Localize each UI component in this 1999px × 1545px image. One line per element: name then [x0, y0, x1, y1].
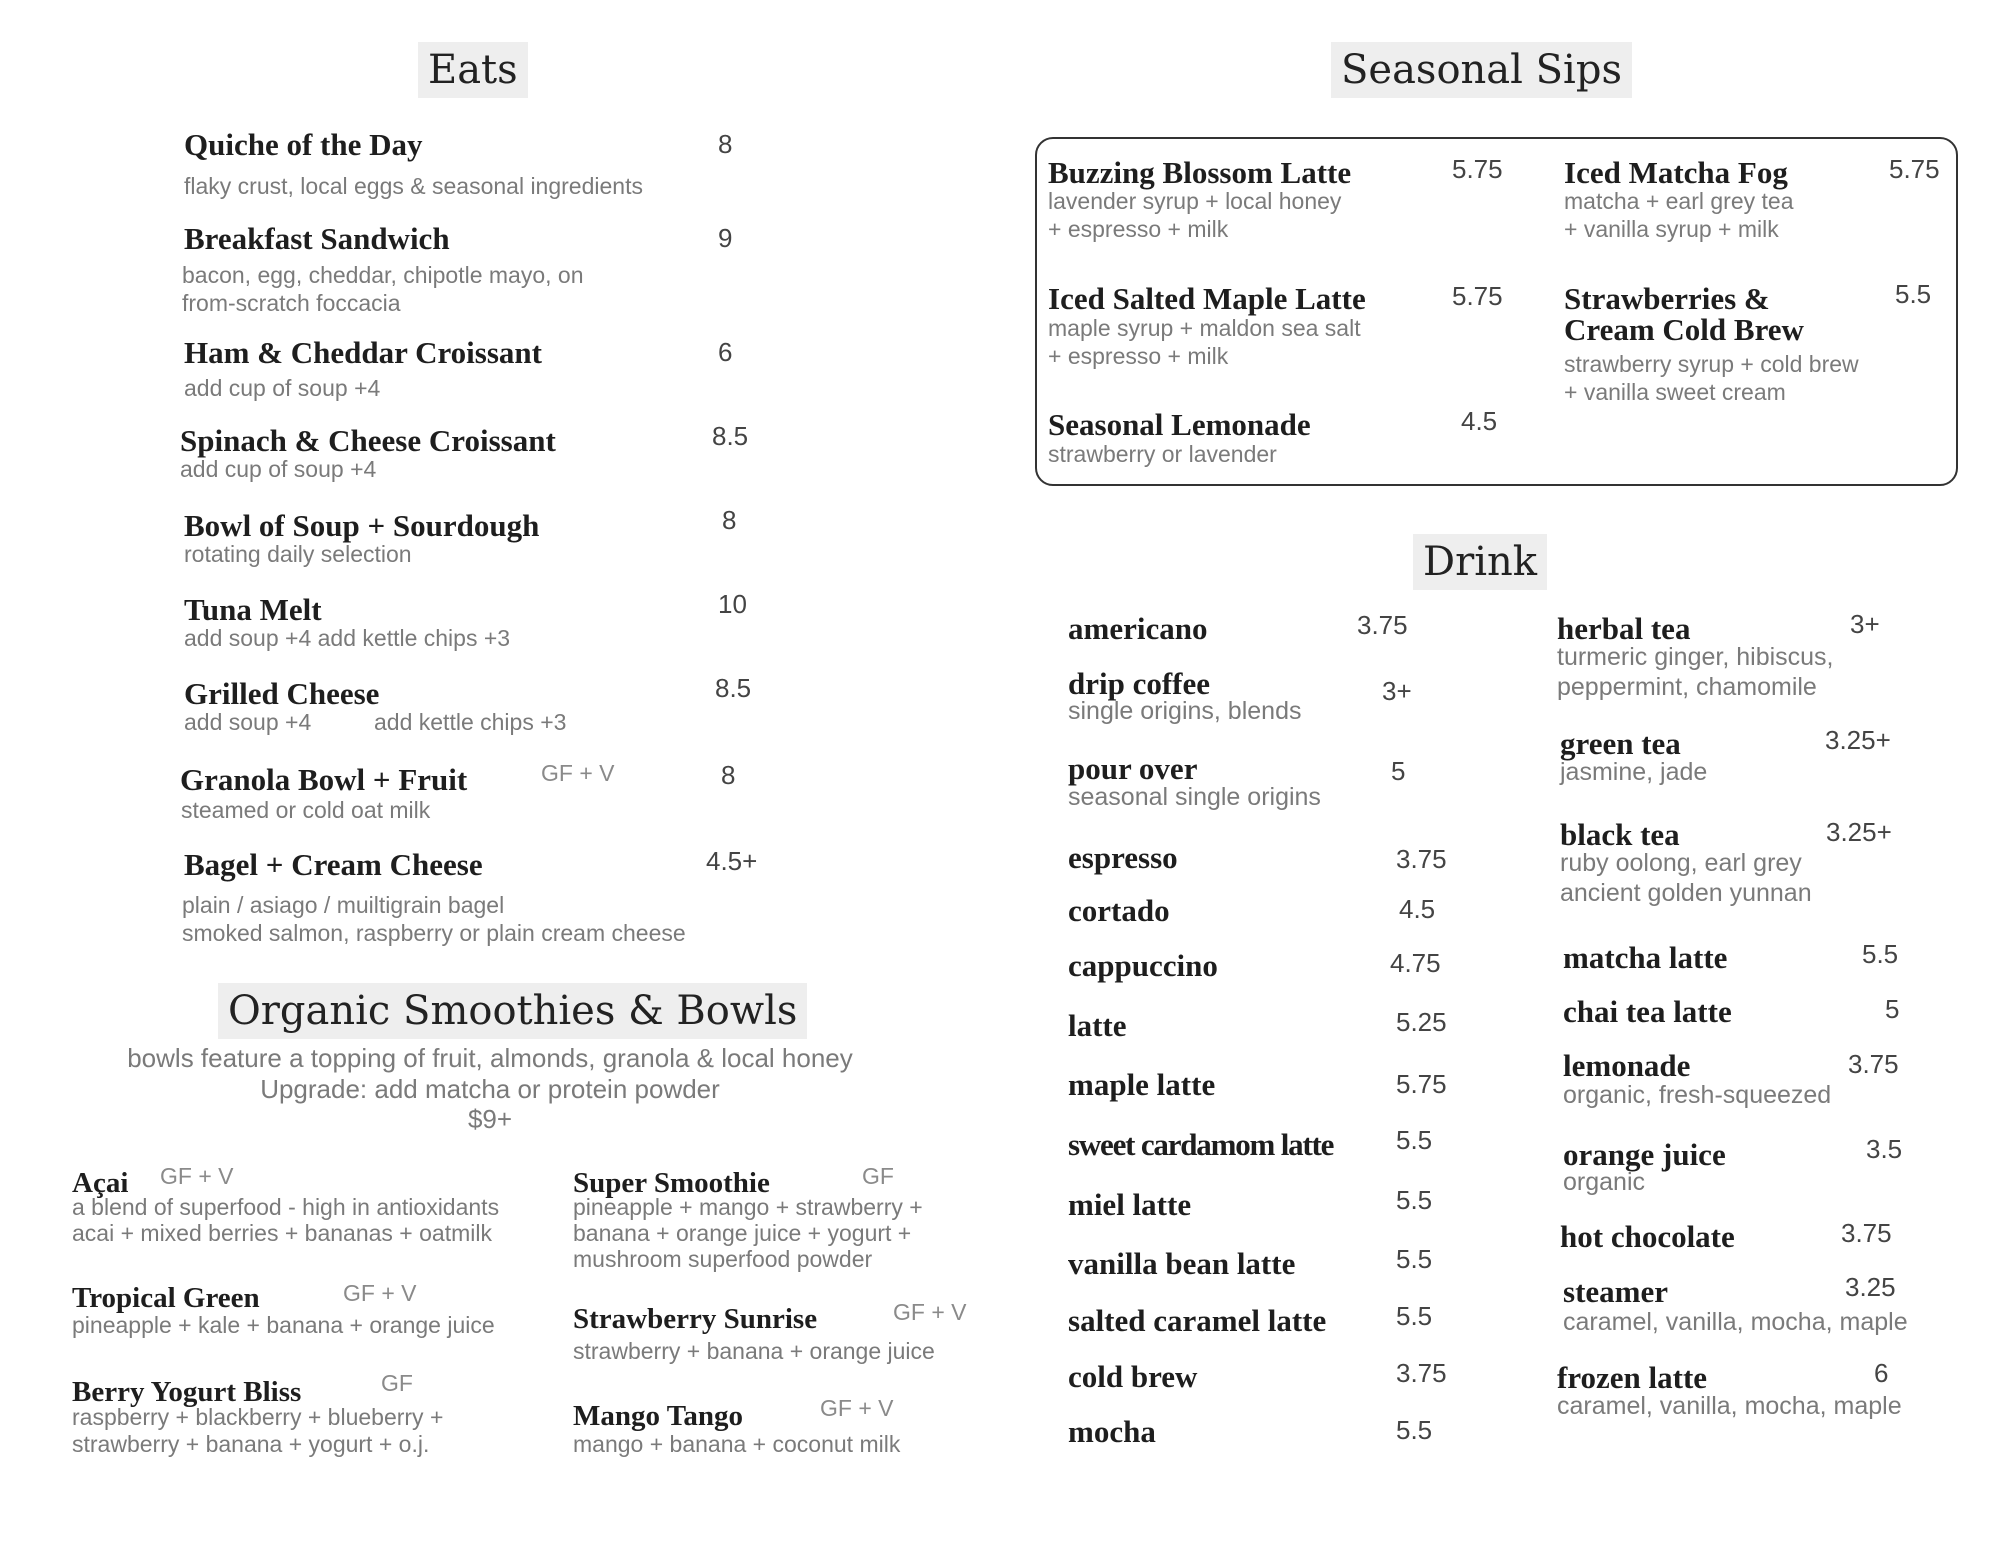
- drink-name: drip coffee: [1068, 666, 1211, 701]
- smoothies-note: Upgrade: add matcha or protein powder: [260, 1074, 720, 1104]
- smoothie-desc: pineapple + mango + strawberry +: [573, 1194, 923, 1220]
- drink-price: 3.25+: [1826, 817, 1892, 847]
- drink-desc: jasmine, jade: [1560, 758, 1708, 786]
- drink-price: 3.25+: [1825, 725, 1891, 755]
- drink-price: 5.5: [1396, 1415, 1433, 1445]
- drink-name: maple latte: [1068, 1067, 1216, 1102]
- drink-name: miel latte: [1068, 1187, 1192, 1222]
- eats-item-desc: smoked salmon, raspberry or plain cream cheese: [182, 920, 686, 946]
- drink-price: 6: [1874, 1358, 1889, 1388]
- eats-item-name: Breakfast Sandwich: [184, 221, 450, 256]
- seasonal-item-desc: + vanilla sweet cream: [1564, 379, 1786, 405]
- eats-item-name: Bowl of Soup + Sourdough: [184, 508, 540, 543]
- seasonal-item-desc: + vanilla syrup + milk: [1564, 216, 1779, 242]
- drink-price: 4.75: [1390, 948, 1441, 978]
- drink-name: orange juice: [1563, 1137, 1726, 1172]
- drink-name: salted caramel latte: [1068, 1303, 1327, 1338]
- drink-name: frozen latte: [1557, 1360, 1708, 1395]
- smoothie-name: Açai: [72, 1167, 129, 1199]
- drink-price: 3+: [1382, 676, 1412, 706]
- drink-desc: caramel, vanilla, mocha, maple: [1563, 1308, 1908, 1336]
- diet-tag: GF + V: [541, 760, 615, 786]
- smoothie-desc: mushroom superfood powder: [573, 1246, 873, 1272]
- eats-item-price: 8: [721, 760, 736, 790]
- drink-price: 5: [1391, 756, 1406, 786]
- eats-item-name: Tuna Melt: [184, 592, 322, 627]
- drink-price: 5.5: [1396, 1301, 1433, 1331]
- drink-desc: organic: [1563, 1168, 1645, 1196]
- drink-name: cold brew: [1068, 1359, 1198, 1394]
- drink-price: 3+: [1850, 609, 1880, 639]
- drink-price: 5.75: [1396, 1069, 1447, 1099]
- smoothie-desc: banana + orange juice + yogurt +: [573, 1220, 912, 1246]
- seasonal-item-desc: + espresso + milk: [1048, 216, 1229, 242]
- seasonal-item-name: Buzzing Blossom Latte: [1048, 155, 1352, 190]
- eats-item-price: 8: [722, 505, 737, 535]
- eats-item-desc: bacon, egg, cheddar, chipotle mayo, on: [182, 262, 584, 288]
- eats-item-name: Granola Bowl + Fruit: [180, 762, 468, 797]
- eats-item-name: Ham & Cheddar Croissant: [184, 335, 542, 370]
- seasonal-item-price: 5.75: [1889, 154, 1940, 184]
- eats-item-price: 8: [718, 129, 733, 159]
- smoothie-name: Berry Yogurt Bliss: [72, 1376, 302, 1408]
- drink-price: 3.75: [1396, 844, 1447, 874]
- seasonal-item-desc: + espresso + milk: [1048, 343, 1229, 369]
- seasonal-item-price: 5.75: [1452, 154, 1503, 184]
- seasonal-item-desc: strawberry or lavender: [1048, 441, 1277, 467]
- eats-item-desc: add soup +4 add kettle chips +3: [184, 625, 511, 651]
- drink-desc: turmeric ginger, hibiscus,: [1557, 643, 1834, 671]
- seasonal-heading: Seasonal Sips: [1331, 42, 1632, 98]
- drink-name: americano: [1068, 611, 1208, 646]
- seasonal-item-desc: matcha + earl grey tea: [1564, 188, 1794, 214]
- drink-desc: organic, fresh-squeezed: [1563, 1081, 1832, 1109]
- drink-price: 3.75: [1848, 1049, 1899, 1079]
- eats-item-price: 8.5: [715, 673, 752, 703]
- drink-desc: caramel, vanilla, mocha, maple: [1557, 1392, 1902, 1420]
- smoothie-desc: mango + banana + coconut milk: [573, 1431, 901, 1457]
- seasonal-item-price: 5.75: [1452, 281, 1503, 311]
- diet-tag: GF: [862, 1163, 894, 1189]
- eats-item-price: 6: [718, 337, 733, 367]
- drink-price: 3.25: [1845, 1272, 1896, 1302]
- smoothie-name: Strawberry Sunrise: [573, 1303, 818, 1335]
- drink-price: 5.5: [1396, 1244, 1433, 1274]
- eats-item-desc: flaky crust, local eggs & seasonal ingredients: [184, 173, 643, 199]
- drink-desc: single origins, blends: [1068, 697, 1302, 725]
- seasonal-item-name: Seasonal Lemonade: [1048, 407, 1311, 442]
- smoothie-name: Mango Tango: [573, 1400, 744, 1432]
- drink-name: latte: [1068, 1008, 1127, 1043]
- eats-item-desc: steamed or cold oat milk: [181, 797, 431, 823]
- diet-tag: GF + V: [820, 1395, 894, 1421]
- drink-name: cortado: [1068, 893, 1170, 928]
- drink-name: herbal tea: [1557, 611, 1691, 646]
- diet-tag: GF + V: [893, 1299, 967, 1325]
- drink-heading: Drink: [1413, 534, 1547, 590]
- drink-price: 4.5: [1399, 894, 1436, 924]
- seasonal-item-desc: lavender syrup + local honey: [1048, 188, 1342, 214]
- drink-price: 5.5: [1396, 1125, 1433, 1155]
- drink-name: vanilla bean latte: [1068, 1246, 1296, 1281]
- drink-price: 5.5: [1862, 939, 1899, 969]
- drink-desc: ruby oolong, earl grey: [1560, 849, 1802, 877]
- eats-item-desc: plain / asiago / muiltigrain bagel: [182, 892, 505, 918]
- drink-price: 5: [1885, 994, 1900, 1024]
- smoothies-note: $9+: [467, 1104, 513, 1134]
- drink-desc: seasonal single origins: [1068, 783, 1321, 811]
- seasonal-item-desc: maple syrup + maldon sea salt: [1048, 315, 1361, 341]
- drink-price: 5.5: [1396, 1185, 1433, 1215]
- seasonal-item-price: 5.5: [1895, 279, 1932, 309]
- diet-tag: GF + V: [160, 1163, 234, 1189]
- drink-desc: ancient golden yunnan: [1560, 879, 1812, 907]
- seasonal-item-price: 4.5: [1461, 406, 1498, 436]
- seasonal-item-name: Cream Cold Brew: [1564, 312, 1804, 347]
- drink-name: espresso: [1068, 840, 1178, 875]
- smoothies-note: bowls feature a topping of fruit, almonds, granola & local honey: [127, 1043, 853, 1073]
- eats-item-name: Quiche of the Day: [184, 127, 423, 162]
- eats-item-desc: rotating daily selection: [184, 541, 412, 567]
- drink-price: 3.75: [1841, 1218, 1892, 1248]
- drink-name: green tea: [1560, 726, 1681, 761]
- drink-price: 3.5: [1866, 1134, 1903, 1164]
- diet-tag: GF: [381, 1370, 413, 1396]
- smoothie-desc: a blend of superfood - high in antioxidants: [72, 1194, 500, 1220]
- drink-name: hot chocolate: [1560, 1219, 1735, 1254]
- drink-name: mocha: [1068, 1414, 1156, 1449]
- drink-name: matcha latte: [1563, 940, 1728, 975]
- eats-heading: Eats: [418, 42, 528, 98]
- smoothie-desc: pineapple + kale + banana + orange juice: [72, 1312, 495, 1338]
- eats-item-price: 9: [718, 223, 733, 253]
- seasonal-item-name: Strawberries &: [1564, 281, 1770, 316]
- eats-item-name: Bagel + Cream Cheese: [184, 847, 483, 882]
- seasonal-item-name: Iced Matcha Fog: [1564, 155, 1788, 190]
- eats-item-desc: from-scratch foccacia: [182, 290, 401, 316]
- diet-tag: GF + V: [343, 1280, 417, 1306]
- eats-item-desc: add cup of soup +4: [184, 375, 381, 401]
- drink-name: black tea: [1560, 817, 1680, 852]
- drink-name: pour over: [1068, 751, 1198, 786]
- smoothies-heading: Organic Smoothies & Bowls: [218, 983, 807, 1039]
- eats-item-desc: add soup +4: [184, 709, 312, 735]
- eats-item-price: 4.5+: [706, 846, 758, 876]
- drink-name: lemonade: [1563, 1048, 1691, 1083]
- drink-price: 3.75: [1396, 1358, 1447, 1388]
- drink-name: chai tea latte: [1563, 994, 1732, 1029]
- seasonal-item-desc: strawberry syrup + cold brew: [1564, 351, 1859, 377]
- smoothie-desc: raspberry + blackberry + blueberry +: [72, 1404, 444, 1430]
- eats-item-price: 8.5: [712, 421, 749, 451]
- drink-desc: peppermint, chamomile: [1557, 673, 1817, 701]
- smoothie-name: Super Smoothie: [573, 1167, 770, 1199]
- smoothie-name: Tropical Green: [72, 1282, 260, 1314]
- eats-item-desc: add kettle chips +3: [374, 709, 567, 735]
- eats-item-price: 10: [718, 589, 747, 619]
- seasonal-item-name: Iced Salted Maple Latte: [1048, 281, 1366, 316]
- drink-price: 5.25: [1396, 1007, 1447, 1037]
- drink-name: sweet cardamom latte: [1068, 1127, 1334, 1162]
- smoothie-desc: strawberry + banana + orange juice: [573, 1338, 935, 1364]
- drink-price: 3.75: [1357, 610, 1408, 640]
- drink-name: cappuccino: [1068, 948, 1218, 983]
- smoothie-desc: strawberry + banana + yogurt + o.j.: [72, 1431, 430, 1457]
- eats-item-name: Spinach & Cheese Croissant: [180, 423, 556, 458]
- eats-item-name: Grilled Cheese: [184, 676, 380, 711]
- eats-item-desc: add cup of soup +4: [180, 456, 377, 482]
- drink-name: steamer: [1563, 1274, 1668, 1309]
- smoothie-desc: acai + mixed berries + bananas + oatmilk: [72, 1220, 492, 1246]
